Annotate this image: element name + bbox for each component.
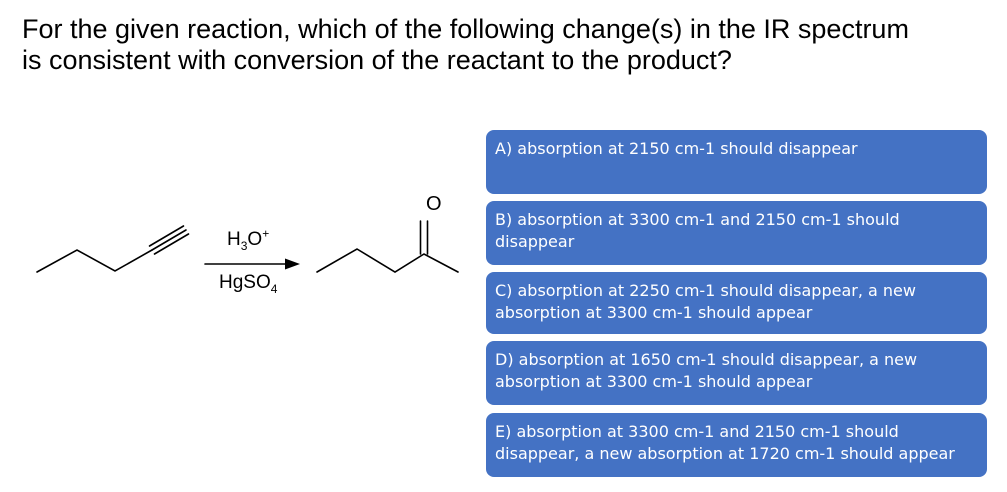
option-e[interactable] (486, 413, 987, 477)
reagent-hydronium: $H_3O^+$ (227, 226, 270, 253)
question-line-2: is consistent with conversion of the reactant to the product? (22, 45, 732, 75)
option-b[interactable] (486, 201, 987, 265)
option-a[interactable] (486, 130, 987, 194)
option-d-label: D) absorption at 1650 cm-1 should disappear, a new absorption at 3300 cm-1 should appear (495, 350, 918, 391)
option-c-label: C) absorption at 2250 cm-1 should disappear, a new absorption at 3300 cm-1 should appear (495, 281, 916, 322)
option-a-label: A) absorption at 2150 cm-1 should disappear (495, 139, 858, 158)
product-ketone-structure (317, 221, 458, 272)
question-line-1: For the given reaction, which of the following change(s) in the IR spectrum (22, 14, 909, 44)
option-d[interactable] (486, 341, 987, 405)
reagent-mercuric-sulfate: HgSO$_4$ (219, 272, 278, 296)
option-c[interactable] (486, 272, 987, 334)
reactant-alkyne-structure (37, 226, 189, 272)
option-e-label: E) absorption at 3300 cm-1 and 2150 cm-1 should disappear, a new absorption at 1720 cm-1 should appear (495, 422, 955, 463)
carbonyl-oxygen-label: O (426, 193, 442, 215)
reaction-arrow (205, 259, 300, 270)
option-b-label: B) absorption at 3300 cm-1 and 2150 cm-1 should disappear (495, 210, 900, 251)
